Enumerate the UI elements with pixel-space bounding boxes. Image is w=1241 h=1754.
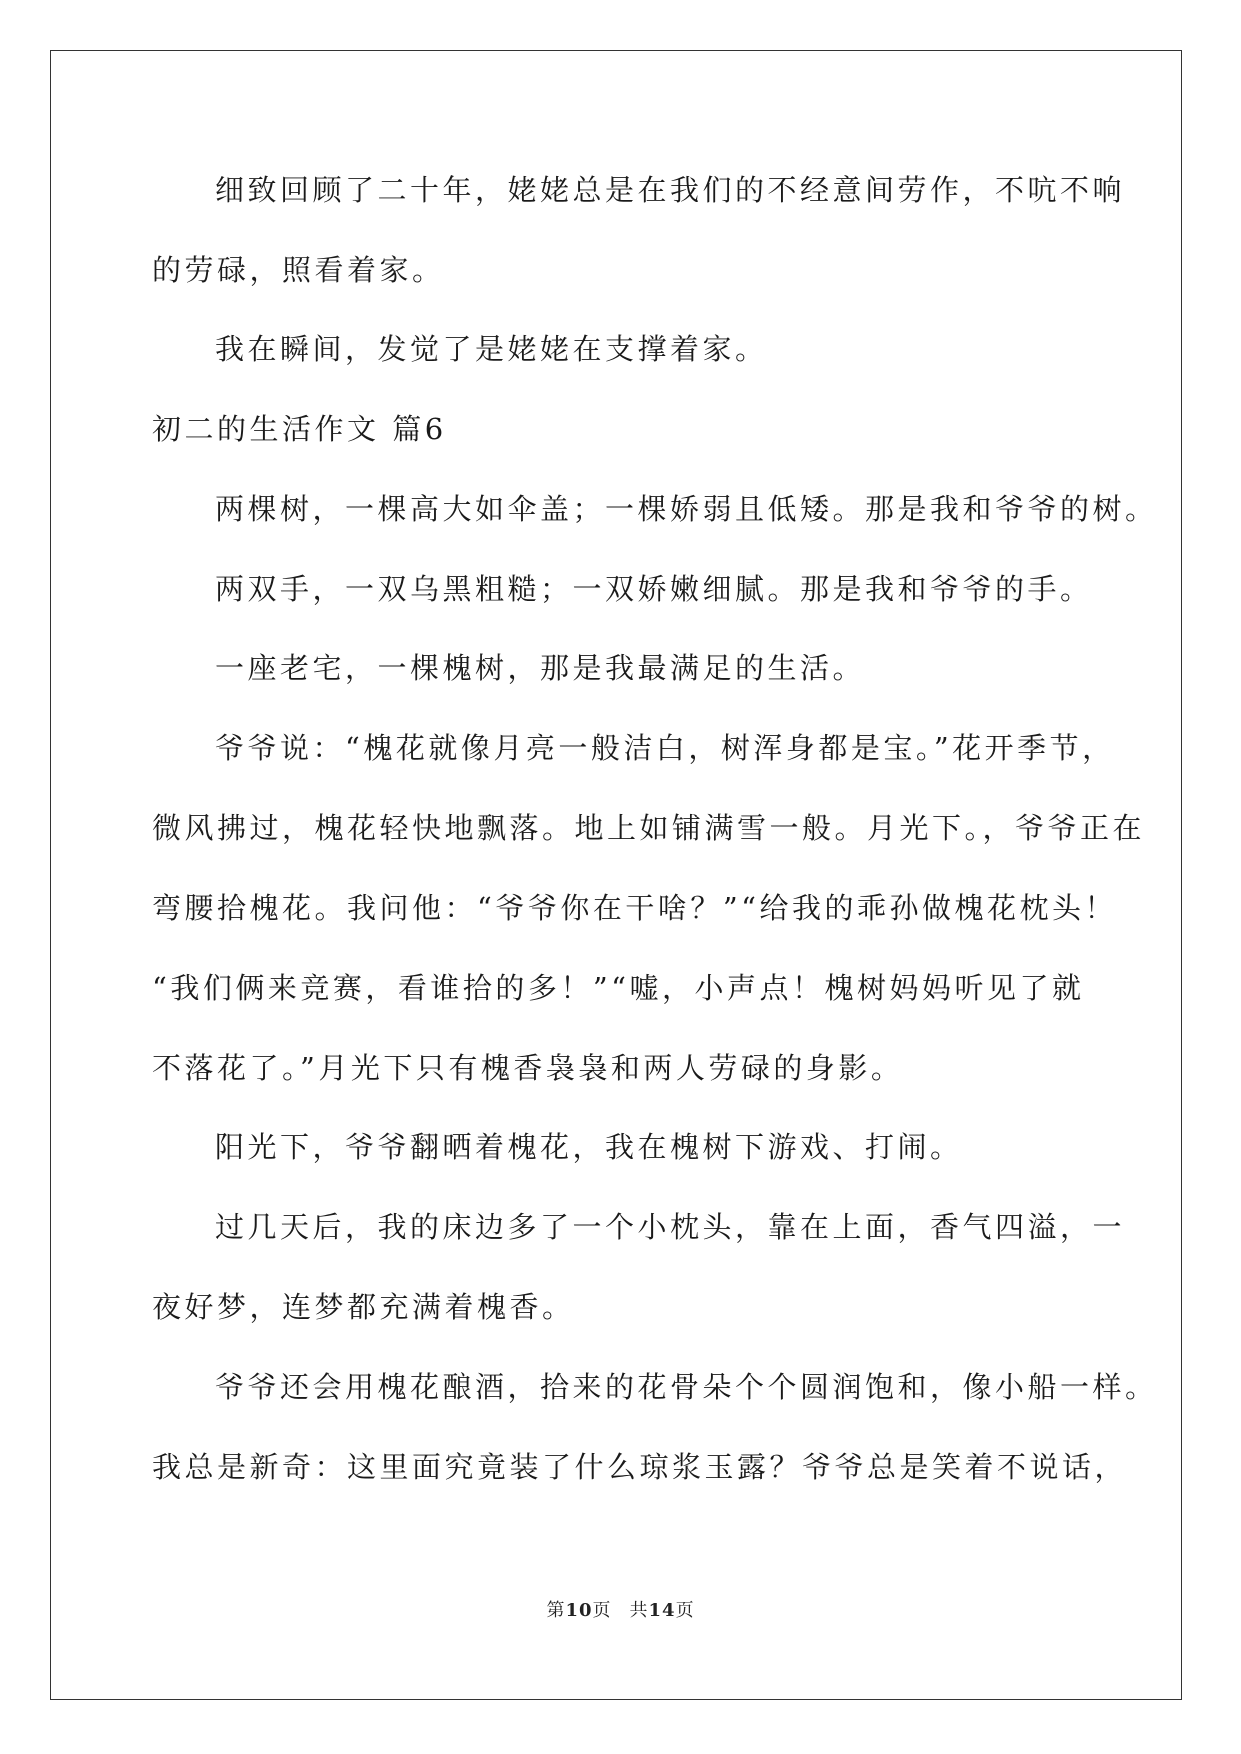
paragraph-line: 过几天后，我的床边多了一个小枕头，靠在上面，香气四溢，一 xyxy=(215,1210,1126,1244)
paragraph-line: 两棵树，一棵高大如伞盖；一棵娇弱且低矮。那是我和爷爷的树。 xyxy=(215,492,1158,526)
paragraph-line: 夜好梦，连梦都充满着槐香。 xyxy=(152,1290,575,1324)
footer-prefix: 第 xyxy=(546,1600,566,1621)
paragraph-line: 的劳碌，照看着家。 xyxy=(152,253,445,287)
footer-page-suffix: 页 xyxy=(592,1600,612,1621)
paragraph-line: “我们俩来竞赛，看谁拾的多！”“嘘，小声点！槐树妈妈听见了就 xyxy=(152,971,1085,1005)
paragraph-line: 一座老宅，一棵槐树，那是我最满足的生活。 xyxy=(215,651,866,685)
footer-total-suffix: 页 xyxy=(675,1600,695,1621)
section-heading: 初二的生活作文 篇6 xyxy=(152,412,447,446)
paragraph-line: 我总是新奇：这里面究竟装了什么琼浆玉露？爷爷总是笑着不说话， xyxy=(152,1450,1128,1484)
paragraph-line: 微风拂过，槐花轻快地飘落。地上如铺满雪一般。月光下。，爷爷正在 xyxy=(152,811,1146,845)
paragraph-line: 我在瞬间，发觉了是姥姥在支撑着家。 xyxy=(215,332,768,366)
paragraph-line: 弯腰拾槐花。我问他：“爷爷你在干啥？”“给我的乖孙做槐花枕头！ xyxy=(152,891,1117,925)
paragraph-line: 阳光下，爷爷翻晒着槐花，我在槐树下游戏、打闹。 xyxy=(215,1130,963,1164)
paragraph-line: 两双手，一双乌黑粗糙；一双娇嫩细腻。那是我和爷爷的手。 xyxy=(215,572,1093,606)
page-footer xyxy=(0,1599,1241,1623)
page-number: 10 xyxy=(565,1600,593,1621)
total-pages: 14 xyxy=(648,1600,676,1621)
paragraph-line: 不落花了。”月光下只有槐香袅袅和两人劳碌的身影。 xyxy=(152,1051,904,1085)
footer-total-prefix: 共 xyxy=(629,1600,649,1621)
paragraph-line: 爷爷还会用槐花酿酒，拾来的花骨朵个个圆润饱和，像小船一样。 xyxy=(215,1370,1158,1404)
paragraph-line: 爷爷说：“槐花就像月亮一般洁白，树浑身都是宝。”花开季节， xyxy=(215,731,1115,765)
paragraph-line: 细致回顾了二十年，姥姥总是在我们的不经意间劳作，不吭不响 xyxy=(215,173,1126,207)
